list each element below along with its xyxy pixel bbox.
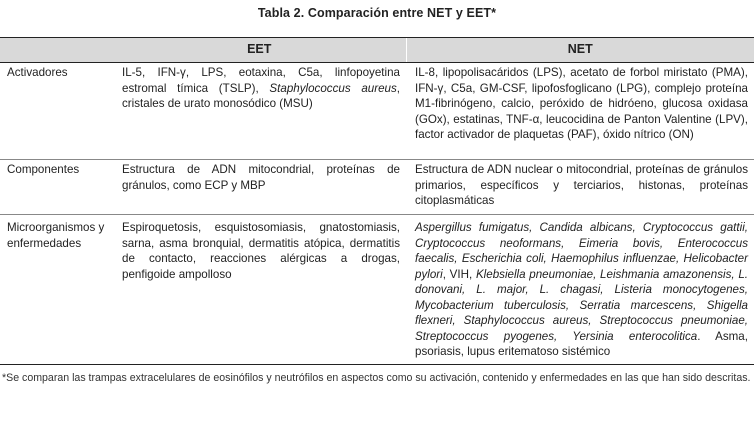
eet-cell bbox=[113, 215, 406, 365]
table-row-microorganismos bbox=[0, 215, 754, 365]
text-run: . Asma, psoriasis, lupus eritematoso sistémico bbox=[415, 329, 748, 358]
column-header-empty bbox=[0, 38, 113, 63]
row-label: Activadores bbox=[7, 66, 68, 79]
table-footnote: *Se comparan las trampas extracelulares de eosinófilos y neutrófilos en aspectos como su activación, contenido y enfermedades en las que han sido descritas. bbox=[2, 371, 751, 384]
text-run: Estructura de ADN nuclear o mitocondrial, proteínas de gránulos primarios, específicos y terciarios, histonas, proteínas citoplasmáticas bbox=[415, 163, 748, 207]
comparison-table bbox=[0, 37, 754, 365]
italic-text-run: Aspergillus fumigatus, Candida albicans, Cryptococcus gattii, Cryptococcus neoformans, Eimeria bovis, Enterococcus faecalis, Escherichia coli, Haemophilus influenzae, Helicobacter pylori bbox=[415, 221, 748, 281]
italic-text-run: Klebsiella pneumoniae, Leishmania amazonensis, L. donovani, L. major, L. chagasi, Listeria monocytogenes, Mycobacterium tuberculosis, Serratia marcescens, Shigella flexneri, Staphylococcus aureus, Streptococcus pneumoniae, Streptococcus pyogenes, Yersinia enterocolitica bbox=[415, 267, 748, 343]
text-run: Estructura de ADN mitocondrial, proteínas de gránulos, como ECP y MBP bbox=[122, 163, 400, 192]
eet-cell bbox=[113, 160, 406, 215]
net-cell bbox=[406, 215, 754, 365]
italic-text-run: Staphylococcus aureus bbox=[269, 81, 397, 95]
text-run: , VIH, bbox=[442, 267, 476, 281]
row-label: Microorganismos y enfermedades bbox=[0, 215, 113, 365]
table-row-componentes bbox=[0, 160, 754, 215]
table-title: Tabla 2. Comparación entre NET y EET* bbox=[257, 6, 497, 20]
column-header-net: NET bbox=[406, 38, 754, 63]
column-header-eet: EET bbox=[113, 38, 406, 63]
text-run: IL-5, IFN-γ, LPS, eotaxina, C5a, linfopoyetina estromal tímica (TSLP), bbox=[122, 66, 400, 95]
net-cell bbox=[406, 63, 754, 160]
row-label: Componentes bbox=[0, 160, 113, 215]
text-run: , cristales de urato monosódico (MSU) bbox=[122, 81, 401, 110]
eet-cell bbox=[113, 63, 406, 160]
text-run: Espiroquetosis, esquistosomiasis, gnatostomiasis, sarna, asma bronquial, dermatitis atópica, dermatitis de contacto, reacciones alérgicas a drogas, penfigoide ampolloso bbox=[122, 221, 400, 281]
table-header-row bbox=[0, 38, 754, 63]
table-row-activadores bbox=[0, 63, 754, 160]
text-run: IL-8, lipopolisacáridos (LPS), acetato de forbol miristato (PMA), IFN-γ, C5a, GM-CSF, lipofosfoglicano (LPG), complejo proteína M1-fibrinógeno, calcio, peróxido de hidróeno, glucosa oxidasa (GOx), estatinas, TNF-α, leucocidina de Panton Valentine (LPV), factor activador de plaquetas (PAF), óxido nítrico (ON) bbox=[415, 66, 748, 141]
net-cell bbox=[406, 160, 754, 215]
